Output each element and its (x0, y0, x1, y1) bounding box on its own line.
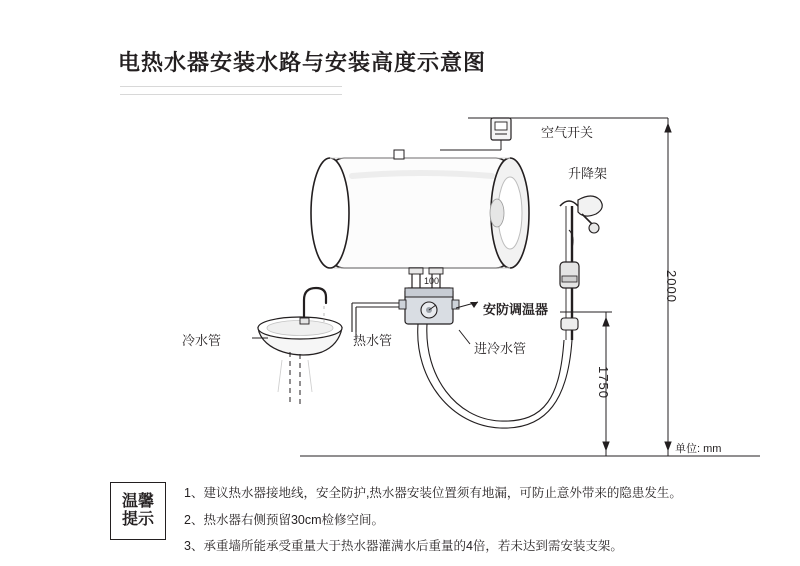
label-air-switch: 空气开关 (541, 125, 594, 140)
label-hot-water-pipe: 热水管 (353, 333, 393, 348)
hot-water-pipe-run (352, 303, 399, 332)
air-switch-breaker (440, 118, 511, 150)
note-item: 2、热水器右侧预留30cm检修空间。 (184, 512, 385, 527)
label-valve-marker: 100 (424, 276, 440, 286)
tip-badge-line2: 提示 (121, 511, 154, 528)
label-unit: 单位: mm (675, 443, 722, 455)
tip-badge-line1: 温馨 (121, 492, 154, 510)
notes-list (184, 486, 764, 566)
shower-lift-rack (560, 196, 602, 340)
page-title: 电热水器安装水路与安装高度示意图 (118, 50, 487, 75)
note-item: 1、建议热水器接地线，安全防护,热水器安装位置须有地漏，可防止意外带来的隐患发生。 (184, 486, 682, 500)
tip-badge (110, 482, 166, 540)
label-safety-thermostat: 安防调温器 (483, 302, 549, 317)
label-height-1750: 1750 (596, 366, 611, 399)
note-item: 3、承重墙所能承受重量大于热水器灌满水后重量的4倍，若未达到需安装支架。 (184, 539, 623, 554)
wash-basin (258, 288, 342, 404)
dimension-arrows (603, 124, 671, 450)
safety-thermostat-valve (399, 288, 459, 324)
label-cold-water-pipe: 冷水管 (182, 333, 222, 348)
label-lift-rack: 升降架 (568, 166, 608, 181)
water-heater-tank (311, 150, 529, 268)
label-height-2000: 2000 (664, 270, 679, 303)
label-cold-water-inlet: 进冷水管 (474, 341, 527, 356)
thermostat-arrow (470, 302, 478, 308)
